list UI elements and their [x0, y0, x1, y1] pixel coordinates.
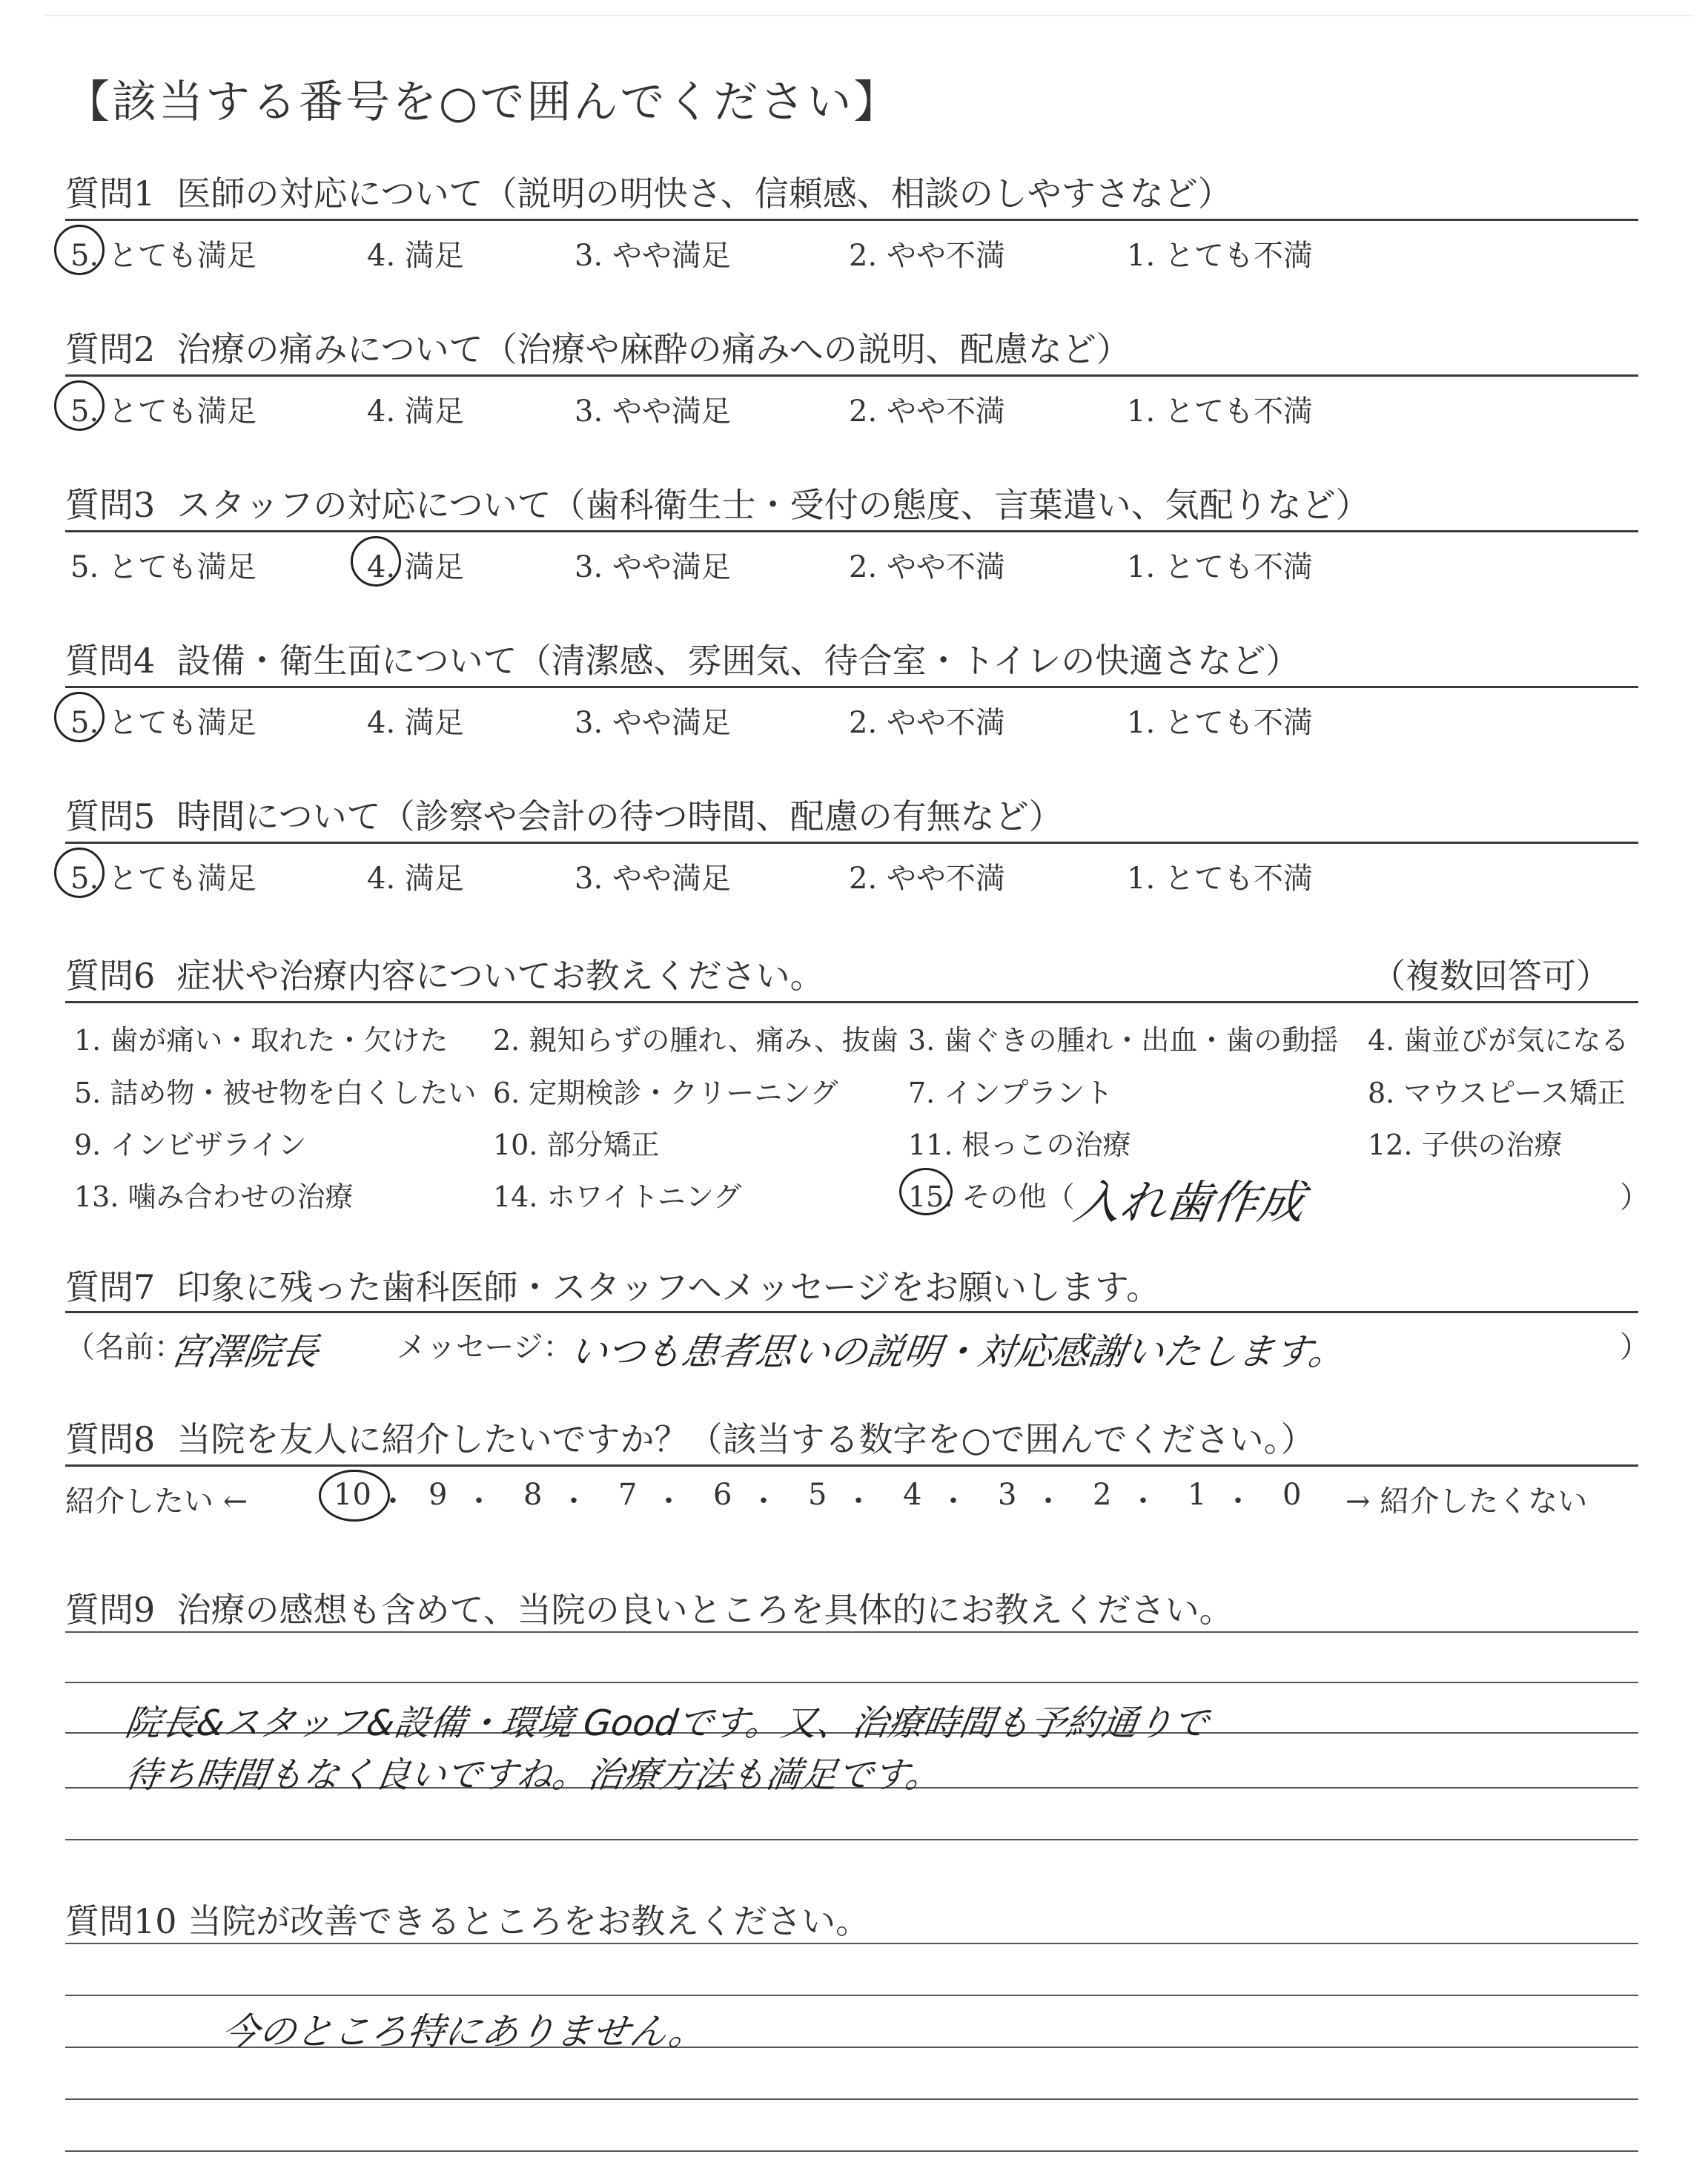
q3-option-2[interactable]: 2. やや不満 [849, 550, 1005, 584]
q8-separator: ・ [939, 1484, 968, 1519]
q10-label: 質問10 [65, 1901, 177, 1941]
q8-separator: ・ [559, 1484, 589, 1519]
q5-text: 時間について（診察や会計の待つ時間、配慮の有無など） [176, 796, 1063, 836]
q6-option-5[interactable]: 5. 詰め物・被せ物を白くしたい [74, 1077, 477, 1109]
q6-option-15[interactable]: 15. その他（ [908, 1180, 1075, 1213]
q5-option-4[interactable]: 4. 満足 [367, 862, 464, 896]
q1-label: 質問1 [65, 174, 156, 214]
q8-separator: ・ [1128, 1484, 1158, 1519]
q2-option-1[interactable]: 1. とても不満 [1127, 394, 1313, 429]
q6-option-13[interactable]: 13. 噛み合わせの治療 [74, 1180, 354, 1213]
q6-label: 質問6 [65, 956, 156, 996]
q5-option-2[interactable]: 2. やや不満 [849, 862, 1005, 896]
q7-message-label: メッセージ： [397, 1330, 573, 1364]
q6-option-9[interactable]: 9. インビザライン [74, 1129, 307, 1161]
q2-rule [65, 374, 1638, 377]
q3-option-1[interactable]: 1. とても不満 [1127, 550, 1313, 584]
q9-text: 治療の感想も含めて、当院の良いところを具体的にお教えください。 [176, 1590, 1234, 1630]
q8-separator: ・ [378, 1484, 408, 1519]
q10-title [65, 1895, 870, 1943]
q8-scale-4[interactable]: 4 [903, 1478, 922, 1512]
q4-text: 設備・衛生面について（清潔感、雰囲気、待合室・トイレの快適さなど） [176, 641, 1300, 681]
q9-answer-line-1[interactable]: 院長&スタッフ&設備・環境 Goodです。又、治療時間も予約通りで [122, 1702, 1211, 1744]
q2-option-3[interactable]: 3. やや満足 [575, 394, 731, 429]
q3-option-5[interactable]: 5. とても満足 [70, 550, 256, 584]
q7-name-value[interactable]: 宮澤院長 [167, 1330, 322, 1373]
q10-rule-4 [65, 2098, 1638, 2100]
q5-rule [65, 842, 1638, 844]
q6-option-11[interactable]: 11. 根っこの治療 [908, 1129, 1131, 1161]
q9-title [65, 1583, 1234, 1632]
q6-option-6[interactable]: 6. 定期検診・クリーニング [493, 1077, 838, 1109]
q8-scale-0[interactable]: 0 [1282, 1478, 1302, 1512]
q1-option-3[interactable]: 3. やや満足 [575, 239, 731, 273]
q6-option-10[interactable]: 10. 部分矯正 [493, 1129, 660, 1161]
q2-title [65, 323, 1131, 371]
q7-name-label: （名前： [65, 1330, 184, 1364]
q3-rule [65, 530, 1638, 532]
q8-separator: ・ [844, 1484, 873, 1519]
q8-scale-10[interactable]: 10 [334, 1478, 371, 1512]
q1-option-2[interactable]: 2. やや不満 [849, 239, 1005, 273]
q6-option-4[interactable]: 4. 歯並びが気になる [1368, 1024, 1629, 1057]
q2-text: 治療の痛みについて（治療や麻酔の痛みへの説明、配慮など） [176, 329, 1131, 369]
q9-rule-5 [65, 1839, 1638, 1840]
q5-option-1[interactable]: 1. とても不満 [1127, 862, 1313, 896]
q8-scale-3[interactable]: 3 [998, 1478, 1017, 1512]
q5-option-3[interactable]: 3. やや満足 [575, 862, 731, 896]
q8-scale-9[interactable]: 9 [428, 1478, 448, 1512]
q4-option-5[interactable]: 5. とても満足 [70, 706, 256, 740]
q6-option-7[interactable]: 7. インプラント [908, 1077, 1113, 1109]
q10-rule-2 [65, 1995, 1638, 1996]
q5-label: 質問5 [65, 796, 156, 836]
q4-option-4[interactable]: 4. 満足 [367, 706, 464, 740]
q7-text: 印象に残った歯科医師・スタッフへメッセージをお願いします。 [176, 1267, 1161, 1307]
q6-option-14[interactable]: 14. ホワイトニング [493, 1180, 742, 1213]
q10-text: 当院が改善できるところをお教えください。 [188, 1901, 870, 1941]
q4-option-1[interactable]: 1. とても不満 [1127, 706, 1313, 740]
q6-rule [65, 1001, 1638, 1003]
q8-scale-6[interactable]: 6 [713, 1478, 732, 1512]
q3-label: 質問3 [65, 485, 156, 525]
q7-title [65, 1261, 1160, 1309]
q8-scale-7[interactable]: 7 [618, 1478, 638, 1512]
q6-option-12[interactable]: 12. 子供の治療 [1368, 1129, 1563, 1161]
q8-label: 質問8 [65, 1419, 156, 1459]
q8-rule [65, 1464, 1638, 1467]
q4-option-3[interactable]: 3. やや満足 [575, 706, 731, 740]
q8-text: 当院を友人に紹介したいですか？（該当する数字を○で囲んでください。） [176, 1419, 1315, 1459]
q2-label: 質問2 [65, 329, 156, 369]
q8-separator: ・ [749, 1484, 778, 1519]
q1-text: 医師の対応について（説明の明快さ、信頼感、相談のしやすさなど） [176, 174, 1232, 214]
q2-option-5[interactable]: 5. とても満足 [70, 394, 256, 429]
q2-option-4[interactable]: 4. 満足 [367, 394, 464, 429]
q4-option-2[interactable]: 2. やや不満 [849, 706, 1005, 740]
top-border [44, 15, 1693, 16]
q1-rule [65, 219, 1638, 221]
q8-scale-1[interactable]: 1 [1188, 1478, 1207, 1512]
q6-text: 症状や治療内容についてお教えください。 [176, 956, 824, 996]
q2-option-2[interactable]: 2. やや不満 [849, 394, 1005, 429]
q3-text: スタッフの対応について（歯科衛生士・受付の態度、言葉遣い、気配りなど） [176, 485, 1370, 525]
q4-rule [65, 686, 1638, 688]
q10-answer[interactable]: 今のところ特にありません。 [219, 2010, 709, 2053]
q7-label: 質問7 [65, 1267, 156, 1307]
q6-option-1[interactable]: 1. 歯が痛い・取れた・欠けた [74, 1024, 448, 1057]
q7-close-paren: ） [1620, 1330, 1649, 1364]
q8-separator: ・ [464, 1484, 494, 1519]
q1-title [65, 167, 1232, 216]
q3-option-4[interactable]: 4. 満足 [367, 550, 464, 584]
q9-rule-2 [65, 1682, 1638, 1683]
q8-scale-2[interactable]: 2 [1093, 1478, 1112, 1512]
q8-right-label: → 紹介したくない [1345, 1484, 1588, 1519]
q6-other-answer[interactable]: 入れ歯作成 [1070, 1175, 1308, 1229]
q4-label: 質問4 [65, 641, 156, 681]
q8-separator: ・ [1033, 1484, 1063, 1519]
q1-option-4[interactable]: 4. 満足 [367, 239, 464, 273]
q10-rule-5 [65, 2150, 1638, 2152]
q9-rule-1 [65, 1631, 1638, 1633]
q6-option-2[interactable]: 2. 親知らずの腫れ、痛み、抜歯 [493, 1024, 898, 1057]
q6-note: （複数回答可） [1371, 956, 1610, 996]
q8-separator: ・ [654, 1484, 683, 1519]
q3-option-3[interactable]: 3. やや満足 [575, 550, 731, 584]
q9-answer-line-2[interactable]: 待ち時間もなく良いですね。治療方法も満足です。 [122, 1754, 944, 1796]
q4-title [65, 634, 1300, 683]
q8-scale-8[interactable]: 8 [523, 1478, 543, 1512]
q1-option-5[interactable]: 5. とても満足 [70, 239, 256, 273]
q8-scale-5[interactable]: 5 [808, 1478, 827, 1512]
q5-option-5[interactable]: 5. とても満足 [70, 862, 256, 896]
q8-title [65, 1413, 1315, 1462]
q9-label: 質問9 [65, 1590, 156, 1630]
q7-rule [65, 1311, 1638, 1313]
q5-title [65, 790, 1063, 839]
q6-option-8[interactable]: 8. マウスピース矯正 [1368, 1077, 1626, 1109]
q6-option-3[interactable]: 3. 歯ぐきの腫れ・出血・歯の動揺 [908, 1024, 1339, 1057]
q3-title [65, 478, 1370, 527]
q8-separator: ・ [1223, 1484, 1253, 1519]
q7-message-value[interactable]: いつも患者思いの説明・対応感謝いたします。 [567, 1330, 1349, 1373]
q8-left-label: 紹介したい ← [65, 1484, 248, 1519]
q6-title [65, 949, 824, 998]
q10-rule-1 [65, 1943, 1638, 1944]
q1-option-1[interactable]: 1. とても不満 [1127, 239, 1313, 273]
q6-close-paren: ） [1620, 1180, 1649, 1215]
page-title: 【該当する番号を○で囲んでください】 [65, 76, 901, 128]
